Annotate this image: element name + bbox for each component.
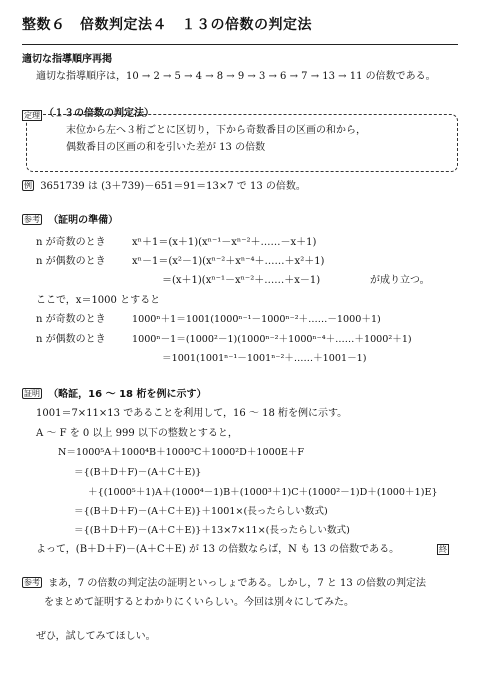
closing-text: ぜひ，試してみてほしい。 bbox=[36, 631, 156, 642]
prep-subst: ここで，x＝1000 とすると bbox=[36, 295, 161, 306]
prep-tag: 参考 bbox=[24, 215, 40, 224]
prep2-label-2: n が偶数のとき bbox=[36, 334, 106, 345]
proof-eq-2: ＝{(B＋D＋F)－(A＋C＋E)} bbox=[74, 467, 202, 478]
prep-label-1: n が奇数のとき bbox=[36, 237, 106, 248]
proof-heading: （略証，16 ～ 18 桁を例に示す） bbox=[48, 389, 207, 400]
proof-eq-4: ＝{(B＋D＋F)－(A＋C＋E)}＋1001×(長ったらしい数式) bbox=[74, 506, 328, 517]
example-tag: 例 bbox=[24, 181, 32, 190]
proof-tag: 証明 bbox=[24, 389, 40, 398]
theorem-heading: （１３の倍数の判定法） bbox=[44, 108, 154, 119]
prep-heading: （証明の準備） bbox=[48, 215, 119, 226]
title-rule bbox=[22, 44, 458, 45]
proof-eq-5: ＝{(B＋D＋F)－(A＋C＋E)}＋13×7×11×(長ったらしい数式) bbox=[74, 525, 350, 536]
proof-eq-1: N＝1000⁵A＋1000⁴B＋1000³C＋1000²D＋1000E＋F bbox=[58, 447, 305, 458]
proof-conclusion: よって，(B＋D＋F)－(A＋C＋E) が 13 の倍数ならば，N も 13 の倍数である。 bbox=[36, 544, 400, 555]
note-tag: 参考 bbox=[24, 578, 40, 587]
prep-label-2: n が偶数のとき bbox=[36, 256, 106, 267]
order-heading: 適切な指導順序再掲 bbox=[22, 54, 112, 65]
prep2-expr-2: 1000ⁿ－1＝(1000²－1)(1000ⁿ⁻²＋1000ⁿ⁻⁴＋……＋1000²＋1) bbox=[132, 334, 412, 345]
proof-end-mark: 終 bbox=[439, 545, 447, 554]
proof-line-1: 1001＝7×11×13 であることを利用して，16 ～ 18 桁を例に示す。 bbox=[36, 408, 348, 419]
prep-expr-3: ＝(x＋1)(xⁿ⁻¹－xⁿ⁻²＋……＋x－1) bbox=[162, 275, 321, 286]
proof-heading-row bbox=[22, 388, 206, 401]
proof-eq-3: ＋{(1000⁵＋1)A＋(1000⁴－1)B＋(1000³＋1)C＋(1000²－1)D＋(1000＋1)E} bbox=[88, 487, 438, 498]
prep-tail: が成り立つ。 bbox=[370, 275, 430, 286]
example-line bbox=[22, 180, 306, 193]
prep2-label-1: n が奇数のとき bbox=[36, 314, 106, 325]
note-line-1: まあ，7 の倍数の判定法の証明といっしょである。しかし，7 と 13 の倍数の判定法 bbox=[48, 578, 426, 589]
note-row-1 bbox=[22, 577, 426, 590]
prep2-expr-3: ＝1001(1001ⁿ⁻¹－1001ⁿ⁻²＋……＋1001－1) bbox=[162, 353, 367, 364]
theorem-line-2: 偶数番目の区画の和を引いた差が 13 の倍数 bbox=[66, 142, 266, 153]
page-title: 整数６ 倍数判定法４ １３の倍数の判定法 bbox=[22, 17, 312, 33]
note-line-2: をまとめて証明するとわかりにくいらしい。今回は別々にしてみた。 bbox=[44, 597, 354, 608]
theorem-tag: 定理 bbox=[24, 111, 40, 120]
prep-expr-2: xⁿ－1＝(x²－1)(xⁿ⁻²＋xⁿ⁻⁴＋……＋x²＋1) bbox=[132, 256, 325, 267]
theorem-line-1: 末位から左へ３桁ごとに区切り，下から奇数番目の区画の和から， bbox=[66, 125, 366, 136]
prep-expr-1: xⁿ＋1＝(x＋1)(xⁿ⁻¹－xⁿ⁻²＋……－x＋1) bbox=[132, 237, 317, 248]
proof-line-2: A ～ F を 0 以上 999 以下の整数とすると， bbox=[36, 428, 238, 439]
order-text: 適切な指導順序は，10 → 2 → 5 → 4 → 8 → 9 → 3 → 6 → 7 → 13 → 11 の倍数である。 bbox=[36, 71, 436, 82]
prep2-expr-1: 1000ⁿ＋1＝1001(1000ⁿ⁻¹－1000ⁿ⁻²＋……－1000＋1) bbox=[132, 314, 381, 325]
example-text: 3651739 は (3＋739)－651＝91＝13×7 で 13 の倍数。 bbox=[40, 181, 306, 192]
prep-heading-row bbox=[22, 214, 118, 227]
